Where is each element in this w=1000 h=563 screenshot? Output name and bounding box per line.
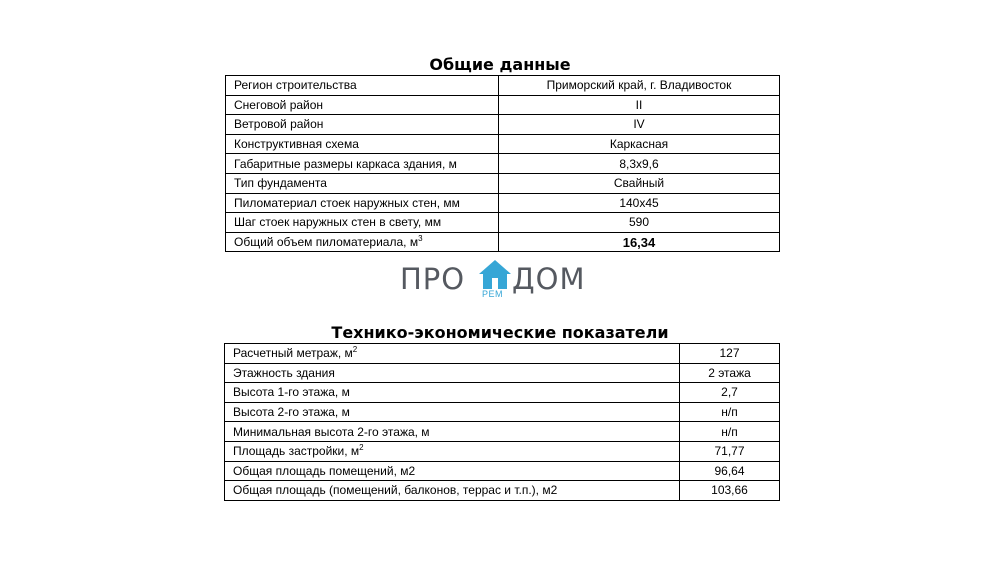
table-row: [225, 481, 780, 501]
table-row: [225, 344, 780, 364]
row-label: Тип фундамента: [226, 173, 499, 193]
table-row: [226, 115, 780, 135]
row-label: Этажность здания: [225, 363, 680, 383]
tech-indicators-table: [224, 343, 780, 501]
table-row: [225, 383, 780, 403]
row-value: 96,64: [680, 461, 780, 481]
row-value: 140х45: [499, 193, 780, 213]
row-label: Высота 2-го этажа, м: [225, 402, 680, 422]
table-row: [225, 402, 780, 422]
table-row: [226, 134, 780, 154]
row-label: Шаг стоек наружных стен в свету, мм: [226, 213, 499, 233]
row-label-text: Площадь застройки, м: [233, 444, 360, 459]
row-value: 2 этажа: [680, 363, 780, 383]
logo-word-pro: ПРО: [400, 262, 466, 296]
row-value: 8,3х9,6: [499, 154, 780, 174]
row-value: II: [499, 95, 780, 115]
table-row: [226, 232, 780, 252]
row-label-text: Расчетный метраж, м: [233, 346, 353, 361]
row-value: 71,77: [680, 441, 780, 461]
table-row: [226, 95, 780, 115]
general-data-table: [225, 75, 780, 252]
row-label: [225, 344, 680, 364]
row-value: 127: [680, 344, 780, 364]
table-row: [226, 76, 780, 96]
row-label: Снеговой район: [226, 95, 499, 115]
row-label: Общая площадь (помещений, балконов, террас и т.п.), м2: [225, 481, 680, 501]
row-value: Приморский край, г. Владивосток: [499, 76, 780, 96]
row-label: Общая площадь помещений, м2: [225, 461, 680, 481]
row-label: Конструктивная схема: [226, 134, 499, 154]
row-label: Минимальная высота 2-го этажа, м: [225, 422, 680, 442]
row-value: Каркасная: [499, 134, 780, 154]
table-row: [226, 154, 780, 174]
row-label: Пиломатериал стоек наружных стен, мм: [226, 193, 499, 213]
logo-word-dom: ДОМ: [512, 262, 586, 296]
table-row: [225, 441, 780, 461]
row-label-text: Общий объем пиломатериала, м: [234, 235, 419, 250]
row-value: Свайный: [499, 173, 780, 193]
table-row: [226, 213, 780, 233]
pro-dom-logo: [400, 258, 600, 302]
row-value: н/п: [680, 422, 780, 442]
row-label: [225, 441, 680, 461]
row-value: 2,7: [680, 383, 780, 403]
row-label: Высота 1-го этажа, м: [225, 383, 680, 403]
tech-indicators-title: Технико-экономические показатели: [331, 323, 669, 342]
unit-superscript: 3: [418, 234, 423, 244]
unit-superscript: 2: [359, 443, 364, 453]
general-data-title: Общие данные: [429, 55, 571, 74]
table-row: [226, 193, 780, 213]
row-value: н/п: [680, 402, 780, 422]
row-value: 16,34: [499, 232, 780, 252]
row-label: Габаритные размеры каркаса здания, м: [226, 154, 499, 174]
row-label: [226, 232, 499, 252]
row-label: Регион строительства: [226, 76, 499, 96]
table-row: [225, 461, 780, 481]
logo-small-text: РЕМ: [482, 289, 504, 299]
row-value: IV: [499, 115, 780, 135]
row-value: 103,66: [680, 481, 780, 501]
table-row: [225, 363, 780, 383]
row-value: 590: [499, 213, 780, 233]
unit-superscript: 2: [352, 345, 358, 355]
row-label: Ветровой район: [226, 115, 499, 135]
table-row: [226, 173, 780, 193]
table-row: [225, 422, 780, 442]
